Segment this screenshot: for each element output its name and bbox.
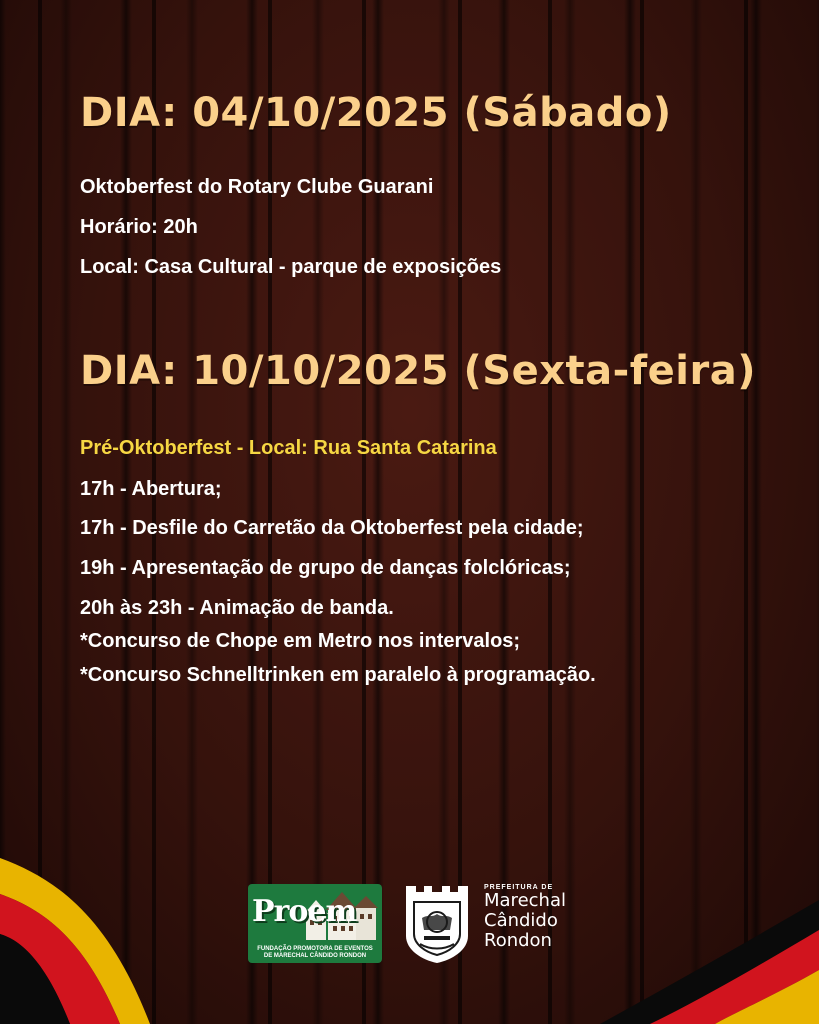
- day2-subtitle: Pré-Oktoberfest - Local: Rua Santa Catarina: [80, 437, 497, 459]
- city-name-line: Marechal: [484, 890, 566, 911]
- day2-line: 19h - Apresentação de grupo de danças folclóricas;: [80, 557, 571, 579]
- day2-line: 20h às 23h - Animação de banda.: [80, 597, 394, 619]
- flag-ribbon-right: [600, 900, 819, 1024]
- day2-line: *Concurso de Chope em Metro nos intervalos;: [80, 630, 521, 652]
- plank-seam: [640, 0, 644, 1024]
- day1-title: DIA: 04/10/2025 (Sábado): [80, 90, 672, 136]
- plank-seam: [744, 0, 748, 1024]
- city-name-line: Cândido: [484, 910, 558, 931]
- plank-seam: [548, 0, 552, 1024]
- proem-logo: [248, 884, 382, 963]
- city-name-line: Rondon: [484, 930, 552, 951]
- day1-line: Horário: 20h: [80, 216, 198, 238]
- plank-seam: [362, 0, 366, 1024]
- plank-seam: [268, 0, 272, 1024]
- proem-wordmark: Proem: [252, 894, 357, 929]
- day1-line: Oktoberfest do Rotary Clube Guarani: [80, 176, 434, 198]
- proem-subtitle: [248, 946, 382, 960]
- day2-title: DIA: 10/10/2025 (Sexta-feira): [80, 348, 756, 394]
- city-crest-icon: [404, 884, 470, 964]
- flag-ribbon-left: [0, 850, 200, 1024]
- day2-line: *Concurso Schnelltrinken em paralelo à programação.: [80, 664, 596, 686]
- footer-logos: [248, 884, 588, 964]
- day2-line: 17h - Abertura;: [80, 478, 222, 500]
- proem-subtitle-line: FUNDAÇÃO PROMOTORA DE EVENTOS: [257, 946, 373, 952]
- proem-subtitle-line: DE MARECHAL CÂNDIDO RONDON: [263, 953, 367, 959]
- day2-line: 17h - Desfile do Carretão da Oktoberfest pela cidade;: [80, 517, 584, 539]
- prefeitura-logo: [484, 884, 566, 951]
- prefeitura-label: PREFEITURA DE: [484, 884, 554, 891]
- day1-line: Local: Casa Cultural - parque de exposições: [80, 256, 502, 278]
- plank-seam: [458, 0, 462, 1024]
